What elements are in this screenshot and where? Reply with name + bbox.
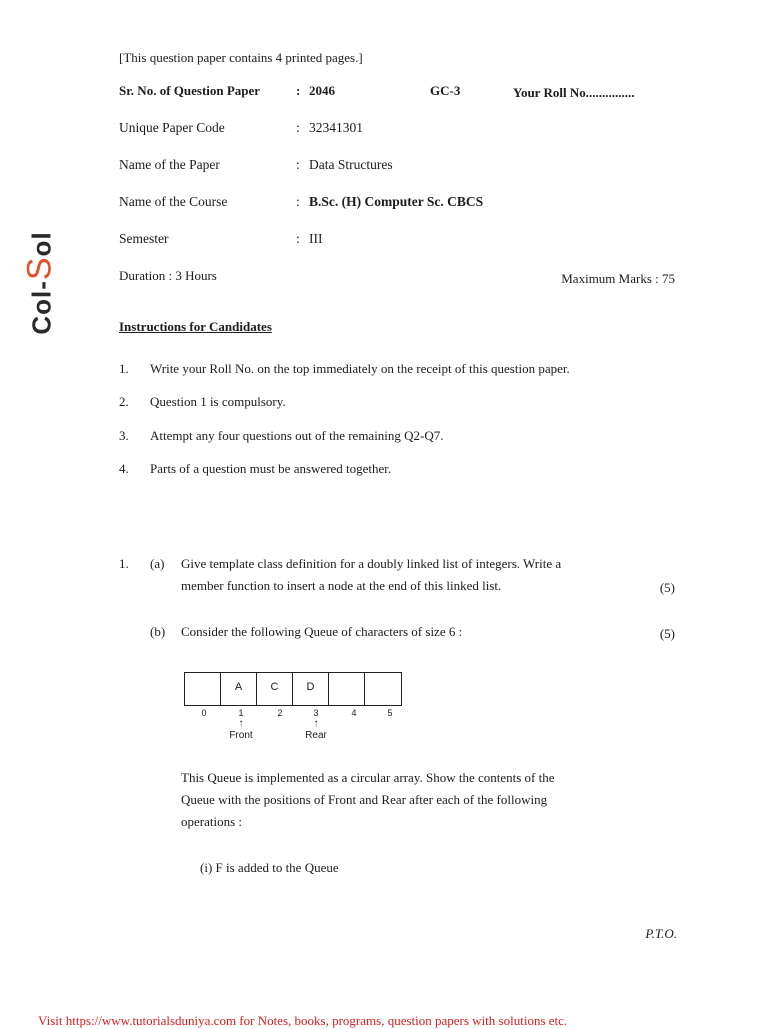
- arrow-up-icon: ↑: [313, 718, 319, 729]
- paper-name-value: Data Structures: [309, 157, 393, 172]
- instruction-number: 1.: [119, 361, 129, 376]
- question-part-a-marks: (5): [659, 580, 675, 595]
- watermark-accent: S: [20, 256, 59, 281]
- queue-index: 0: [201, 708, 207, 718]
- instruction-text: Question 1 is compulsory.: [150, 394, 286, 409]
- instructions-title: Instructions for Candidates: [119, 319, 272, 334]
- semester-label: Semester: [119, 231, 169, 246]
- rear-pointer: [296, 718, 336, 742]
- queue-cell: [329, 673, 365, 705]
- roll-number-field: Your Roll No...............: [513, 85, 635, 100]
- semester-colon: :: [296, 231, 300, 246]
- semester-value: III: [309, 231, 323, 246]
- queue-paragraph-line1: This Queue is implemented as a circular array. Show the contents of the: [181, 770, 555, 785]
- queue-diagram: [184, 672, 410, 756]
- question-part-a-line2: member function to insert a node at the end of this linked list.: [181, 578, 502, 593]
- serial-label: Sr. No. of Question Paper: [119, 83, 261, 98]
- instruction-text: Parts of a question must be answered together.: [150, 461, 392, 476]
- question-part-a-label: (a): [150, 556, 165, 571]
- queue-index: 5: [387, 708, 393, 718]
- question-part-b-label: (b): [150, 624, 166, 639]
- queue-cell: [185, 673, 221, 705]
- paper-name-colon: :: [296, 157, 300, 172]
- unique-paper-code-value: 32341301: [309, 120, 363, 135]
- operation-i: (i) F is added to the Queue: [200, 860, 339, 875]
- question-part-a-line1: Give template class definition for a doubly linked list of integers. Write a: [181, 556, 562, 571]
- footer-link[interactable]: Visit https://www.tutorialsduniya.com for Notes, books, programs, question papers with solutions etc.: [38, 1013, 568, 1028]
- instruction-text: Attempt any four questions out of the remaining Q2-Q7.: [150, 428, 444, 443]
- queue-cell: [365, 673, 401, 705]
- watermark-logo: [16, 218, 64, 348]
- queue-paragraph-line2: Queue with the positions of Front and Rear after each of the following: [181, 792, 548, 807]
- rear-label: Rear: [305, 730, 327, 741]
- queue-index: 2: [277, 708, 283, 718]
- please-turn-over: P.T.O.: [645, 926, 677, 941]
- instruction-number: 2.: [119, 394, 129, 409]
- queue-index: 1: [238, 708, 244, 718]
- course-name-label: Name of the Course: [119, 194, 228, 209]
- instruction-number: 4.: [119, 461, 129, 476]
- queue-cell: C: [257, 673, 293, 705]
- watermark-text-right: ol: [26, 231, 57, 257]
- front-label: Front: [229, 730, 253, 741]
- top-scan-strip: [0, 0, 768, 10]
- paper-name-label: Name of the Paper: [119, 157, 220, 172]
- queue-index: 3: [313, 708, 319, 718]
- question-part-b-line1: Consider the following Queue of characters of size 6 :: [181, 624, 463, 639]
- instruction-number: 3.: [119, 428, 129, 443]
- course-name-value: B.Sc. (H) Computer Sc. CBCS: [309, 194, 484, 209]
- duration: Duration : 3 Hours: [119, 268, 217, 283]
- instruction-text: Write your Roll No. on the top immediately on the receipt of this question paper.: [150, 361, 570, 376]
- queue-cell: D: [293, 673, 329, 705]
- queue-cells: [184, 672, 402, 706]
- serial-value: 2046: [309, 83, 335, 98]
- queue-paragraph-line3: operations :: [181, 814, 243, 829]
- queue-cell: A: [221, 673, 257, 705]
- question-number: 1.: [119, 556, 129, 571]
- paper-code-tag: GC-3: [430, 83, 461, 98]
- arrow-up-icon: ↑: [238, 718, 244, 729]
- maximum-marks: Maximum Marks : 75: [561, 271, 675, 286]
- watermark-text-left: Col-: [26, 280, 57, 335]
- unique-paper-code-label: Unique Paper Code: [119, 120, 225, 135]
- front-pointer: [221, 718, 261, 742]
- queue-index: 4: [351, 708, 357, 718]
- pages-note: [This question paper contains 4 printed pages.]: [119, 50, 363, 65]
- course-name-colon: :: [296, 194, 300, 209]
- question-part-b-marks: (5): [659, 626, 675, 641]
- serial-colon: :: [296, 83, 301, 98]
- unique-paper-code-colon: :: [296, 120, 300, 135]
